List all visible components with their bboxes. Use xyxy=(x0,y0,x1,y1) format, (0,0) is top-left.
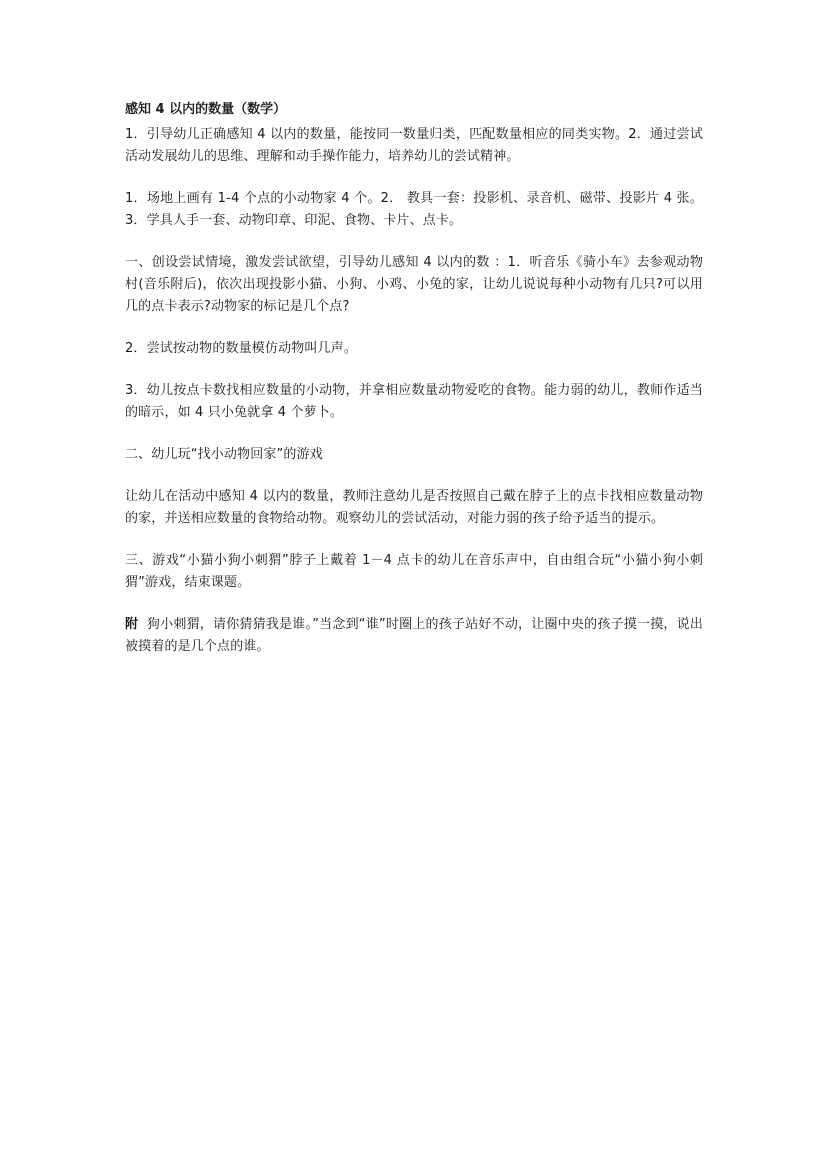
paragraph-step-two: 2．尝试按动物的数量模仿动物叫几声。 xyxy=(125,341,357,356)
paragraph-appendix xyxy=(125,614,703,658)
paragraph-preparation: 1．场地上画有 1-4 个点的小动物家 4 个。2． 教具一套：投影机、录音机、磁带、投影片 4 张。 3．学具人手一套、动物印章、印泥、食物、卡片、点卡。 xyxy=(125,191,703,228)
paragraph-section-three: 三、游戏“小猫小狗小刺猬”脖子上戴着 1－4 点卡的幼儿在音乐声中，自由组合玩“小猫小狗小刺猬”游戏，结束课题。 xyxy=(125,553,703,590)
paragraph-step-one: 一、创设尝试情境，激发尝试欲望，引导幼儿感知 4 以内的数 ：1．听音乐《骑小车》去参观动物村(音乐附后)，依次出现投影小猫、小狗、小鸡、小兔的家，让幼儿说说每种小动物有几只?可以用几的点卡表示?动物家的标记是几个点? xyxy=(125,255,703,314)
paragraph-section-two-heading: 二、幼儿玩“找小动物回家”的游戏 xyxy=(125,447,323,462)
paragraph-step-three: 3．幼儿按点卡数找相应数量的小动物，并拿相应数量动物爱吃的食物。能力弱的幼儿，教师作适当的暗示，如 4 只小兔就拿 4 个萝卜。 xyxy=(125,383,703,420)
appendix-text: 狗小刺猬，请你猜猜我是谁。”当念到“谁”时圈上的孩子站好不动，让圈中央的孩子摸一摸，说出被摸着的是几个点的谁。 xyxy=(125,617,703,654)
paragraph-objectives: 1．引导幼儿正确感知 4 以内的数量，能按同一数量归类，匹配数量相应的同类实物。2．通过尝试活动发展幼儿的思维、理解和动手操作能力，培养幼儿的尝试精神。 xyxy=(125,127,703,164)
document-page xyxy=(125,100,703,678)
paragraph-section-two-body: 让幼儿在活动中感知 4 以内的数量，教师注意幼儿是否按照自己戴在脖子上的点卡找相应数量动物的家，并送相应数量的食物给动物。观察幼儿的尝试活动，对能力弱的孩子给予适当的提示。 xyxy=(125,489,703,526)
appendix-lead: 附 xyxy=(125,617,139,632)
document-title: 感知 4 以内的数量（数学） xyxy=(125,102,287,117)
